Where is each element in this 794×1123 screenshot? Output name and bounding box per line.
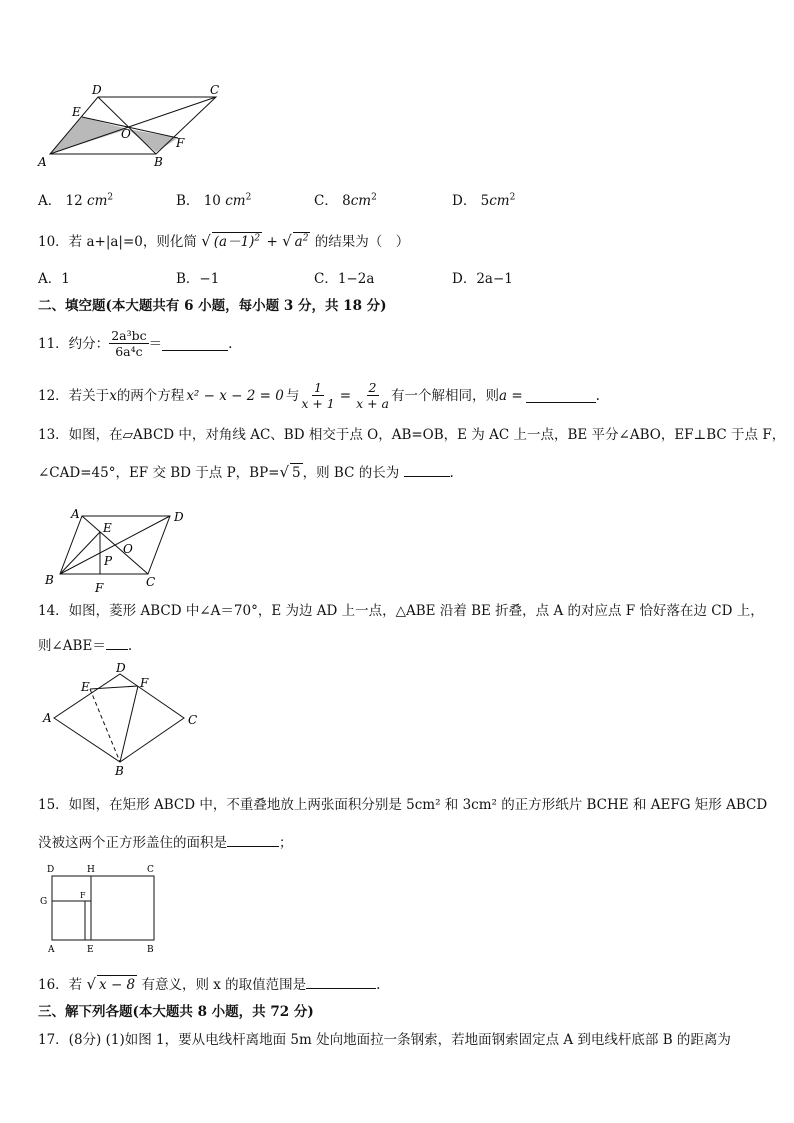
option-power: 2	[509, 192, 516, 203]
fraction-denominator: 6a⁴c	[115, 344, 143, 359]
radicand-power: 2	[254, 233, 261, 244]
figure-q15-rectangle	[36, 860, 166, 956]
q14-answer-blank[interactable]	[106, 635, 128, 650]
sqrt-icon: √	[86, 975, 97, 993]
label-e: E	[81, 680, 90, 694]
question-10	[38, 232, 409, 251]
q11-prefix: 11．约分：	[38, 335, 110, 352]
period: .	[228, 335, 233, 352]
q10-radicand-2	[293, 232, 311, 251]
radicand-text: (a－1)	[213, 234, 255, 250]
option-value: 12	[65, 193, 83, 209]
radicand-text: a	[294, 234, 303, 250]
label-f: F	[95, 581, 104, 595]
figure-q9-parallelogram	[34, 80, 254, 172]
q12-prefix: 12．若关于	[38, 387, 110, 404]
rectangle-abcd	[52, 876, 154, 940]
q10-option-a[interactable]: A．1	[38, 271, 70, 287]
option-power: 2	[107, 192, 114, 203]
q10-option-b[interactable]: B．−1	[176, 271, 220, 287]
question-12	[38, 380, 600, 411]
label-h: H	[87, 865, 95, 875]
q16-answer-blank[interactable]	[306, 974, 376, 989]
period: .	[449, 465, 454, 481]
question-14-line-2	[38, 635, 132, 655]
fraction-denominator: x + 1	[301, 396, 335, 411]
section-2-heading: 二、填空题(本大题共有 6 小题，每小题 3 分，共 18 分)	[38, 298, 387, 314]
question-15-line-2	[38, 832, 293, 852]
option-unit: cm	[350, 193, 372, 209]
fraction-denominator: x + a	[356, 396, 389, 411]
q10-prefix: 10．若 a+|a|=0，则化简	[38, 234, 197, 250]
variable-x: x	[109, 387, 117, 404]
q10-option-c[interactable]: C．1−2a	[314, 271, 375, 287]
q12-fraction-1	[299, 380, 336, 411]
option-unit: cm	[489, 193, 510, 209]
segment-bf	[120, 686, 138, 762]
label-d: D	[174, 510, 184, 524]
question-17: 17．(8分) (1)如图 1，要从电线杆离地面 5m 处向地面拉一条钢索，若地面钢索固定点 A 到电线杆底部 B 的距离为	[38, 1032, 731, 1048]
figure-q13-parallelogram	[40, 504, 200, 600]
question-13-line-1: 13．如图，在▱ABCD 中，对角线 AC、BD 相交于点 O，AB=OB，E 为 AC 上一点，BE 平分∠ABO，EF⊥BC 于点 F，	[38, 427, 786, 443]
label-o: O	[123, 542, 133, 556]
option-power: 2	[245, 192, 252, 203]
segment-be-dashed	[90, 689, 120, 762]
fraction-numerator: 1	[314, 380, 322, 395]
label-c: C	[147, 865, 154, 875]
sqrt-icon: √	[282, 232, 292, 250]
label-e: E	[72, 105, 81, 119]
q12-answer-blank[interactable]	[526, 388, 596, 403]
section-3-heading: 三、解下列各题(本大题共 8 小题，共 72 分)	[38, 1004, 314, 1020]
option-letter: A．	[38, 193, 62, 209]
fraction-numerator: 2	[368, 380, 377, 395]
label-e: E	[87, 945, 94, 955]
q15-answer-blank[interactable]	[227, 832, 279, 847]
q12-a: a =	[499, 387, 523, 404]
segment-ef	[90, 686, 138, 689]
label-c: C	[188, 713, 198, 727]
option-letter: B．	[176, 193, 200, 209]
q16-suffix: 有意义，则 x 的取值范围是	[141, 977, 307, 993]
option-power: 2	[371, 192, 377, 203]
period: .	[595, 387, 600, 404]
option-letter: D．	[452, 193, 477, 209]
label-a: A	[48, 945, 55, 955]
q9-option-b[interactable]	[176, 192, 251, 210]
q9-option-c[interactable]	[314, 192, 377, 210]
option-letter: C．	[314, 193, 338, 209]
label-a: A	[71, 507, 80, 521]
fraction-numerator: 2a³bc	[111, 328, 147, 343]
q11-answer-blank[interactable]	[162, 336, 228, 351]
label-a: A	[43, 711, 52, 725]
sqrt-icon: √	[201, 232, 211, 250]
label-b: B	[154, 155, 163, 169]
plus-sign: +	[266, 234, 278, 250]
q10-option-d[interactable]: D．2a−1	[452, 271, 513, 287]
label-f: F	[140, 676, 149, 690]
label-e: E	[103, 521, 112, 535]
q16-prefix: 16．若	[38, 977, 83, 993]
label-o: O	[121, 127, 131, 141]
question-14-line-1: 14．如图，菱形 ABCD 中∠A＝70°，E 为边 AD 上一点，△ABE 沿着 BE 折叠，点 A 的对应点 F 恰好落在边 CD 上，	[38, 603, 764, 619]
label-c: C	[210, 83, 220, 97]
segment-be	[60, 532, 100, 574]
q14-line2: 则∠ABE＝	[38, 638, 106, 654]
equals-sign: =	[339, 387, 352, 404]
label-b: B	[45, 573, 54, 587]
option-unit: cm	[87, 193, 108, 209]
q12-with: 与	[285, 387, 300, 404]
q10-radicand-1	[212, 232, 262, 251]
q9-option-a[interactable]	[38, 192, 113, 210]
label-p: P	[104, 554, 113, 568]
question-13-line-2	[38, 462, 454, 482]
period: .	[376, 977, 381, 993]
figure-q14-rhombus	[40, 660, 210, 780]
q13-line2-suffix: ，则 BC 的长为	[302, 465, 400, 481]
label-c: C	[146, 575, 156, 589]
q13-answer-blank[interactable]	[404, 462, 450, 477]
q10-suffix: 的结果为（ ）	[314, 234, 410, 250]
question-16	[38, 974, 380, 994]
period: .	[127, 638, 133, 654]
option-value: 8	[342, 193, 351, 209]
label-d: D	[116, 661, 126, 675]
q13-radicand: 5	[292, 465, 301, 481]
q15-line2: 没被这两个正方形盖住的面积是	[38, 835, 227, 851]
radicand-power: 2	[302, 233, 309, 244]
question-11	[38, 328, 232, 359]
label-b: B	[115, 764, 124, 778]
label-d: D	[92, 83, 102, 97]
option-value: 10	[203, 193, 221, 209]
q12-tail: 有一个解相同，则	[391, 387, 499, 404]
label-f: F	[176, 136, 185, 150]
label-d: D	[47, 865, 55, 875]
label-b: B	[147, 945, 154, 955]
sqrt-icon: √	[279, 463, 290, 481]
option-value: 5	[480, 193, 490, 209]
q12-mid: 的两个方程	[116, 387, 185, 404]
semicolon: ；	[279, 835, 293, 851]
label-g: G	[40, 897, 48, 907]
shaded-triangle-left	[50, 117, 128, 154]
q12-equation-1: x² − x − 2 = 0	[186, 387, 284, 404]
equals-sign: ＝	[148, 335, 163, 352]
option-unit: cm	[225, 193, 246, 209]
label-a: A	[38, 155, 47, 169]
question-15-line-1: 15．如图，在矩形 ABCD 中，不重叠地放上两张面积分别是 5cm² 和 3cm² 的正方形纸片 BCHE 和 AEFG 矩形 ABCD	[38, 797, 768, 813]
q12-fraction-2	[354, 380, 391, 411]
q13-line2-prefix: ∠CAD=45°，EF 交 BD 于点 P，BP=	[38, 465, 280, 481]
q9-option-d[interactable]	[452, 192, 515, 210]
q16-radicand: x − 8	[99, 977, 136, 993]
diagonal-bd	[60, 516, 170, 574]
label-f: F	[80, 891, 86, 900]
q11-fraction	[109, 328, 148, 359]
